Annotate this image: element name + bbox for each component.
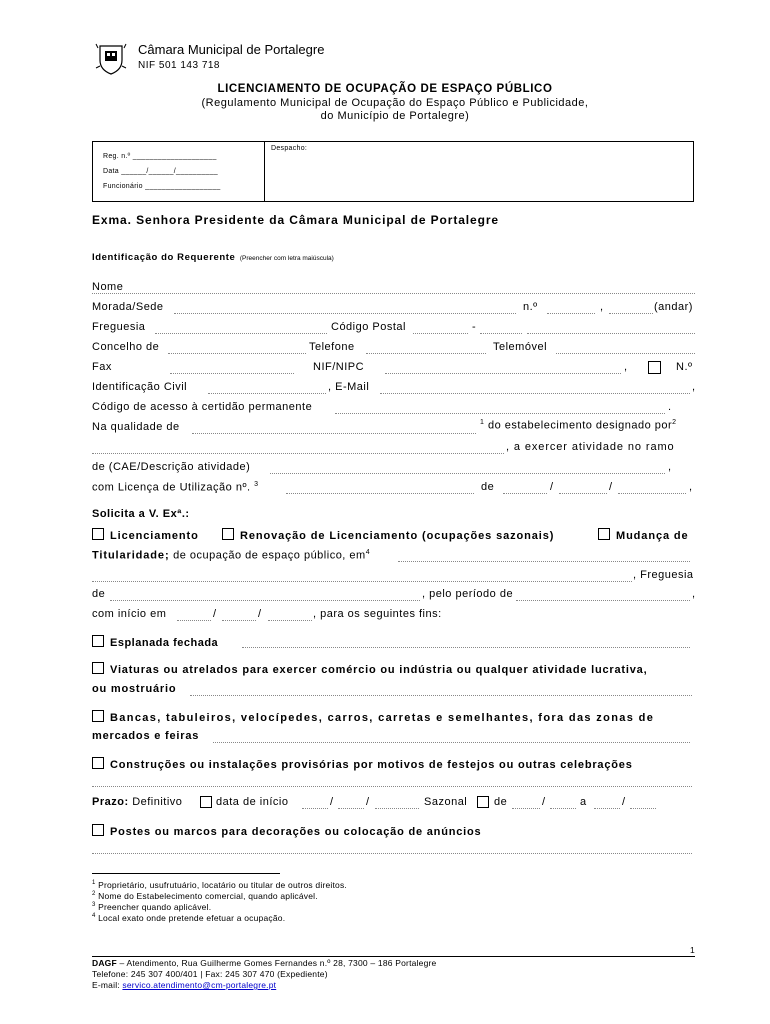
footnote-1-num: 1 <box>92 880 96 887</box>
identification-heading <box>92 247 334 265</box>
estabelecimento-label <box>480 419 677 432</box>
mudanca-label: Mudança de <box>616 530 689 542</box>
qualidade-label: Na qualidade de <box>92 421 180 433</box>
telefone-input[interactable] <box>366 353 486 354</box>
page-title: LICENCIAMENTO DE OCUPAÇÃO DE ESPAÇO PÚBLICO <box>217 83 553 95</box>
concelho-input[interactable] <box>168 353 306 354</box>
fax-label: Fax <box>92 361 112 373</box>
licenca-text: com Licença de Utilização nº. <box>92 481 251 494</box>
request-freguesia-label: , Freguesia <box>633 569 694 581</box>
definitivo-label: Definitivo <box>132 796 183 808</box>
codigo-acesso-label: Código de acesso à certidão permanente <box>92 401 313 413</box>
prazo-year-input[interactable] <box>375 808 419 809</box>
sazonal-to-day-input[interactable] <box>594 808 620 809</box>
footnote-4 <box>92 913 347 924</box>
footnote-ref-2: 2 <box>672 419 677 426</box>
licenca-label <box>92 481 259 494</box>
sazonal-from-month-input[interactable] <box>550 808 576 809</box>
construcoes-label: Construções ou instalações provisórias por motivos de festejos ou outras celebrações <box>110 759 633 771</box>
comma: , <box>689 481 693 493</box>
slash: / <box>622 796 626 808</box>
postes-option[interactable] <box>92 824 481 838</box>
footnote-ref-3: 3 <box>254 481 259 488</box>
bancas-checkbox[interactable] <box>92 710 104 722</box>
slash: / <box>330 796 334 808</box>
sazonal-from-day-input[interactable] <box>512 808 540 809</box>
viaturas-checkbox[interactable] <box>92 662 104 674</box>
mercados-input[interactable] <box>213 742 690 743</box>
esplanada-checkbox[interactable] <box>92 635 104 647</box>
mudanca-option[interactable] <box>598 528 689 542</box>
esplanada-input[interactable] <box>242 647 690 648</box>
slash: / <box>258 608 262 620</box>
footer-email-label: E-mail: <box>92 980 123 990</box>
local-input-1[interactable] <box>398 561 690 562</box>
inicio-year-input[interactable] <box>268 620 312 621</box>
periodo-input[interactable] <box>516 600 690 601</box>
municipal-crest <box>94 40 128 76</box>
slash: / <box>213 608 217 620</box>
renovacao-option[interactable] <box>222 528 554 542</box>
inicio-month-input[interactable] <box>222 620 256 621</box>
telefone-label: Telefone <box>309 341 355 353</box>
nif: NIF 501 143 718 <box>138 60 220 71</box>
cae-input[interactable] <box>270 473 665 474</box>
inicio-label: com início em <box>92 608 167 620</box>
ocupacao-label: de ocupação de espaço público, em <box>173 549 366 562</box>
period: . <box>668 401 672 413</box>
mostruario-label: ou mostruário <box>92 683 177 695</box>
n-checkbox[interactable] <box>648 361 661 374</box>
telemovel-input[interactable] <box>556 353 695 354</box>
page-subtitle-2: do Município de Portalegre) <box>320 110 470 122</box>
dash: - <box>472 321 477 333</box>
sazonal-de-label: de <box>494 796 508 808</box>
email-input[interactable] <box>380 393 690 394</box>
construcoes-option[interactable] <box>92 757 633 771</box>
slash: / <box>366 796 370 808</box>
numero-input[interactable] <box>547 313 595 314</box>
nome-input[interactable] <box>92 293 695 294</box>
localidade-input[interactable] <box>527 333 695 334</box>
n-label: N.º <box>676 361 693 373</box>
mercados-label: mercados e feiras <box>92 730 200 742</box>
renovacao-checkbox[interactable] <box>222 528 234 540</box>
identification-note: (Preencher com letra maiúscula) <box>239 255 334 262</box>
footnote-divider <box>92 873 280 874</box>
id-civil-input[interactable] <box>208 393 326 394</box>
viaturas-option[interactable] <box>92 662 647 676</box>
andar-label: (andar) <box>654 301 693 313</box>
nome-label: Nome <box>92 281 124 293</box>
comma: , <box>624 361 628 373</box>
concelho-label: Concelho de <box>92 341 160 353</box>
page-number: 1 <box>690 945 695 955</box>
licenciamento-checkbox[interactable] <box>92 528 104 540</box>
postes-input[interactable] <box>92 853 692 854</box>
email-label: , E-Mail <box>328 381 370 393</box>
freguesia-input[interactable] <box>155 333 327 334</box>
periodo-label: , pelo período de <box>422 588 514 600</box>
codigo-acesso-input[interactable] <box>335 413 665 414</box>
bancas-option[interactable] <box>92 710 654 724</box>
page-subtitle-1: (Regulamento Municipal de Ocupação do Espaço Público e Publicidade, <box>201 97 589 109</box>
construcoes-input[interactable] <box>92 786 692 787</box>
footer-divider <box>92 956 695 957</box>
prazo-line <box>92 796 182 808</box>
footnote-ref-1: 1 <box>480 419 485 426</box>
office-use-box <box>92 141 694 202</box>
despacho-label: Despacho: <box>271 145 308 152</box>
viaturas-label: Viaturas ou atrelados para exercer comércio ou indústria ou qualquer atividade lucrativa, <box>110 664 648 676</box>
comma: , <box>692 381 696 393</box>
footer-address-text: – Atendimento, Rua Guilherme Gomes Fernandes n.º 28, 7300 – 186 Portalegre <box>116 958 437 968</box>
licenca-year-input[interactable] <box>618 493 686 494</box>
slash: / <box>609 481 613 493</box>
licenca-day-input[interactable] <box>503 493 547 494</box>
footer-address <box>92 958 436 968</box>
qualidade-input[interactable] <box>192 433 476 434</box>
fins-label: , para os seguintes fins: <box>313 608 442 620</box>
data-inicio-label: data de início <box>216 796 289 808</box>
nif-nipc-label: NIF/NIPC <box>313 361 365 373</box>
licenca-input[interactable] <box>286 493 474 494</box>
morada-input[interactable] <box>174 313 516 314</box>
prazo-label: Prazo: <box>92 796 129 808</box>
footnote-ref-4: 4 <box>365 549 371 556</box>
esplanada-option[interactable] <box>92 635 218 649</box>
footer-dagf: DAGF <box>92 958 117 968</box>
footnote-4-num: 4 <box>92 913 96 920</box>
solicita-heading: Solicita a V. Exª.: <box>92 508 190 520</box>
footnote-2-num: 2 <box>92 891 96 898</box>
licenciamento-label: Licenciamento <box>110 530 199 542</box>
definitivo-checkbox[interactable] <box>200 796 212 808</box>
licenciamento-option[interactable] <box>92 528 199 542</box>
footnote-2-text: Nome do Estabelecimento comercial, quando aplicável. <box>98 891 318 901</box>
esplanada-label: Esplanada fechada <box>110 637 219 649</box>
freguesia-request-input[interactable] <box>110 600 420 601</box>
comma: , <box>692 588 696 600</box>
exercer-label: , a exercer atividade no ramo <box>506 441 675 453</box>
footer-email-link[interactable]: servico.atendimento@cm-portalegre.pt <box>122 980 277 990</box>
footnotes <box>92 880 347 924</box>
freguesia-label: Freguesia <box>92 321 146 333</box>
nif-nipc-input[interactable] <box>385 373 621 374</box>
sazonal-to-month-input[interactable] <box>630 808 656 809</box>
construcoes-checkbox[interactable] <box>92 757 104 769</box>
fax-input[interactable] <box>170 373 294 374</box>
footnote-4-text: Local exato onde pretende efetuar a ocupação. <box>98 913 286 923</box>
sazonal-label: Sazonal <box>424 796 468 808</box>
footnote-1 <box>92 880 347 891</box>
estabelecimento-text: do estabelecimento designado por <box>487 419 673 432</box>
titularidade-line <box>92 549 370 562</box>
numero-label: n.º <box>523 301 538 313</box>
mudanca-checkbox[interactable] <box>598 528 610 540</box>
comma: , <box>600 301 604 313</box>
request-de-label: de <box>92 588 106 600</box>
footnote-1-text: Proprietário, usufrutuário, locatário ou titular de outros direitos. <box>98 880 347 890</box>
cae-label: de (CAE/Descrição atividade) <box>92 461 251 473</box>
codigo-postal-input-2[interactable] <box>480 333 522 334</box>
footnote-3 <box>92 902 347 913</box>
date-field[interactable]: Data ______/______/__________ <box>103 168 218 175</box>
addressee: Exma. Senhora Presidente da Câmara Municipal de Portalegre <box>92 213 499 227</box>
id-civil-label: Identificação Civil <box>92 381 188 393</box>
telemovel-label: Telemóvel <box>493 341 548 353</box>
titularidade-label: Titularidade; <box>92 549 170 562</box>
funcionario-field[interactable]: Funcionário __________________ <box>103 183 221 190</box>
footnote-3-text: Preencher quando aplicável. <box>98 902 212 912</box>
footnote-3-num: 3 <box>92 902 96 909</box>
sazonal-a-label: a <box>580 796 587 808</box>
slash: / <box>550 481 554 493</box>
codigo-postal-input-1[interactable] <box>413 333 468 334</box>
codigo-postal-label: Código Postal <box>331 321 406 333</box>
footer-email <box>92 980 276 990</box>
estabelecimento-input[interactable] <box>92 453 504 454</box>
prazo-month-input[interactable] <box>338 808 364 809</box>
org-name: Câmara Municipal de Portalegre <box>138 42 325 57</box>
local-input-2[interactable] <box>92 581 632 582</box>
licenca-month-input[interactable] <box>559 493 607 494</box>
postes-label: Postes ou marcos para decorações ou colocação de anúncios <box>110 826 482 838</box>
footnote-2 <box>92 891 347 902</box>
slash: / <box>542 796 546 808</box>
sazonal-checkbox[interactable] <box>477 796 489 808</box>
postes-checkbox[interactable] <box>92 824 104 836</box>
identification-title: Identificação do Requerente <box>92 252 236 263</box>
prazo-day-input[interactable] <box>302 808 328 809</box>
inicio-day-input[interactable] <box>177 620 211 621</box>
reg-number-field[interactable]: Reg. n.º ____________________ <box>103 153 217 160</box>
bancas-label: Bancas, tabuleiros, velocípedes, carros, carretas e semelhantes, fora das zonas de <box>110 712 655 724</box>
licenca-de-label: de <box>481 481 495 493</box>
mostruario-input[interactable] <box>190 695 692 696</box>
andar-input[interactable] <box>609 313 653 314</box>
morada-label: Morada/Sede <box>92 301 164 313</box>
footer-phones: Telefone: 245 307 400/401 | Fax: 245 307 470 (Expediente) <box>92 969 328 979</box>
comma: , <box>668 461 672 473</box>
renovacao-label: Renovação de Licenciamento (ocupações sazonais) <box>240 530 555 542</box>
